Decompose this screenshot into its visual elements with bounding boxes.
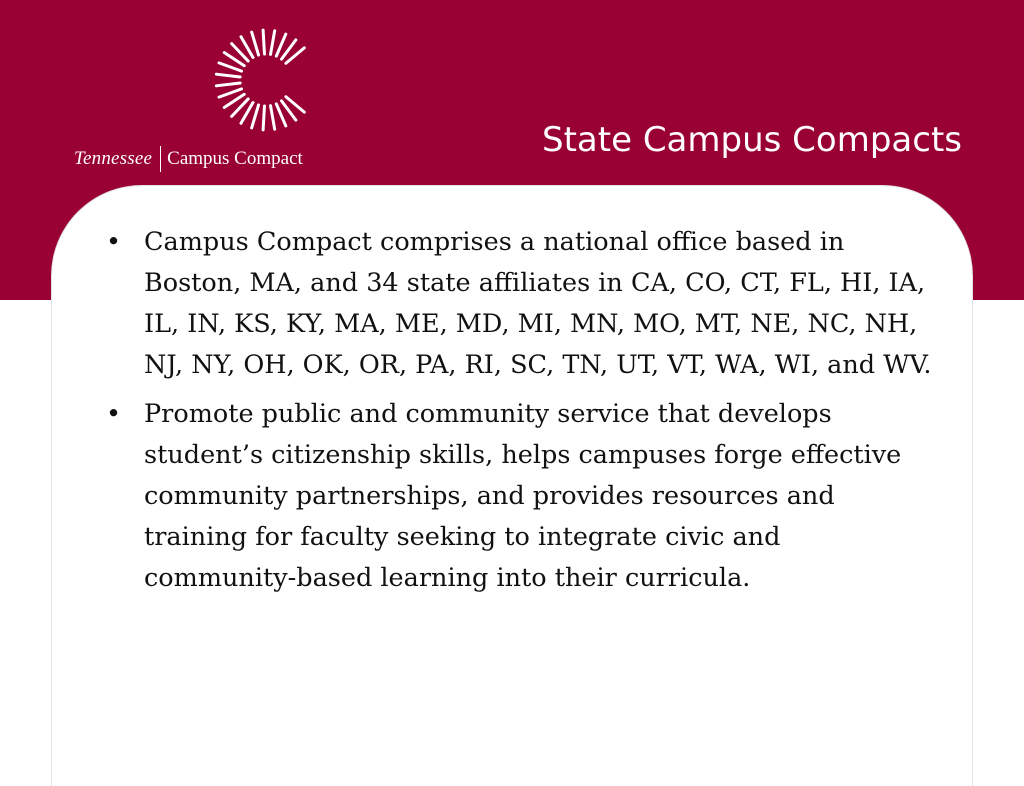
logo-wordmark bbox=[74, 146, 303, 172]
bullet-list bbox=[96, 222, 936, 607]
slide-title: State Campus Compacts bbox=[542, 120, 962, 160]
logo-divider bbox=[160, 146, 161, 172]
bullet-text: Campus Compact comprises a national office based in Boston, MA, and 34 state affiliates in CA, CO, CT, FL, HI, IA, IL, IN, KS, KY, MA, ME, MD, MI, MN, MO, MT, NE, NC, NH, NJ, NY, OH, OK, OR, PA, RI, SC, TN, UT, VT, WA, WI, and WV. bbox=[144, 227, 932, 380]
bullet-symbol: • bbox=[106, 399, 122, 429]
bullet-item bbox=[96, 222, 936, 386]
logo-state-text: Tennessee bbox=[74, 148, 153, 169]
bullet-text: Promote public and community service that develops student’s citizenship skills, helps campuses forge effective community partnerships, and provides resources and training for faculty seeking to integrate civic and community-based learning into their curricula. bbox=[144, 399, 902, 593]
bullet-item bbox=[96, 394, 936, 599]
tennessee-campus-compact-logo bbox=[74, 28, 364, 178]
bullet-symbol: • bbox=[106, 227, 122, 257]
radiating-c-logo-icon bbox=[214, 28, 318, 132]
logo-org-text: Campus Compact bbox=[167, 148, 303, 169]
